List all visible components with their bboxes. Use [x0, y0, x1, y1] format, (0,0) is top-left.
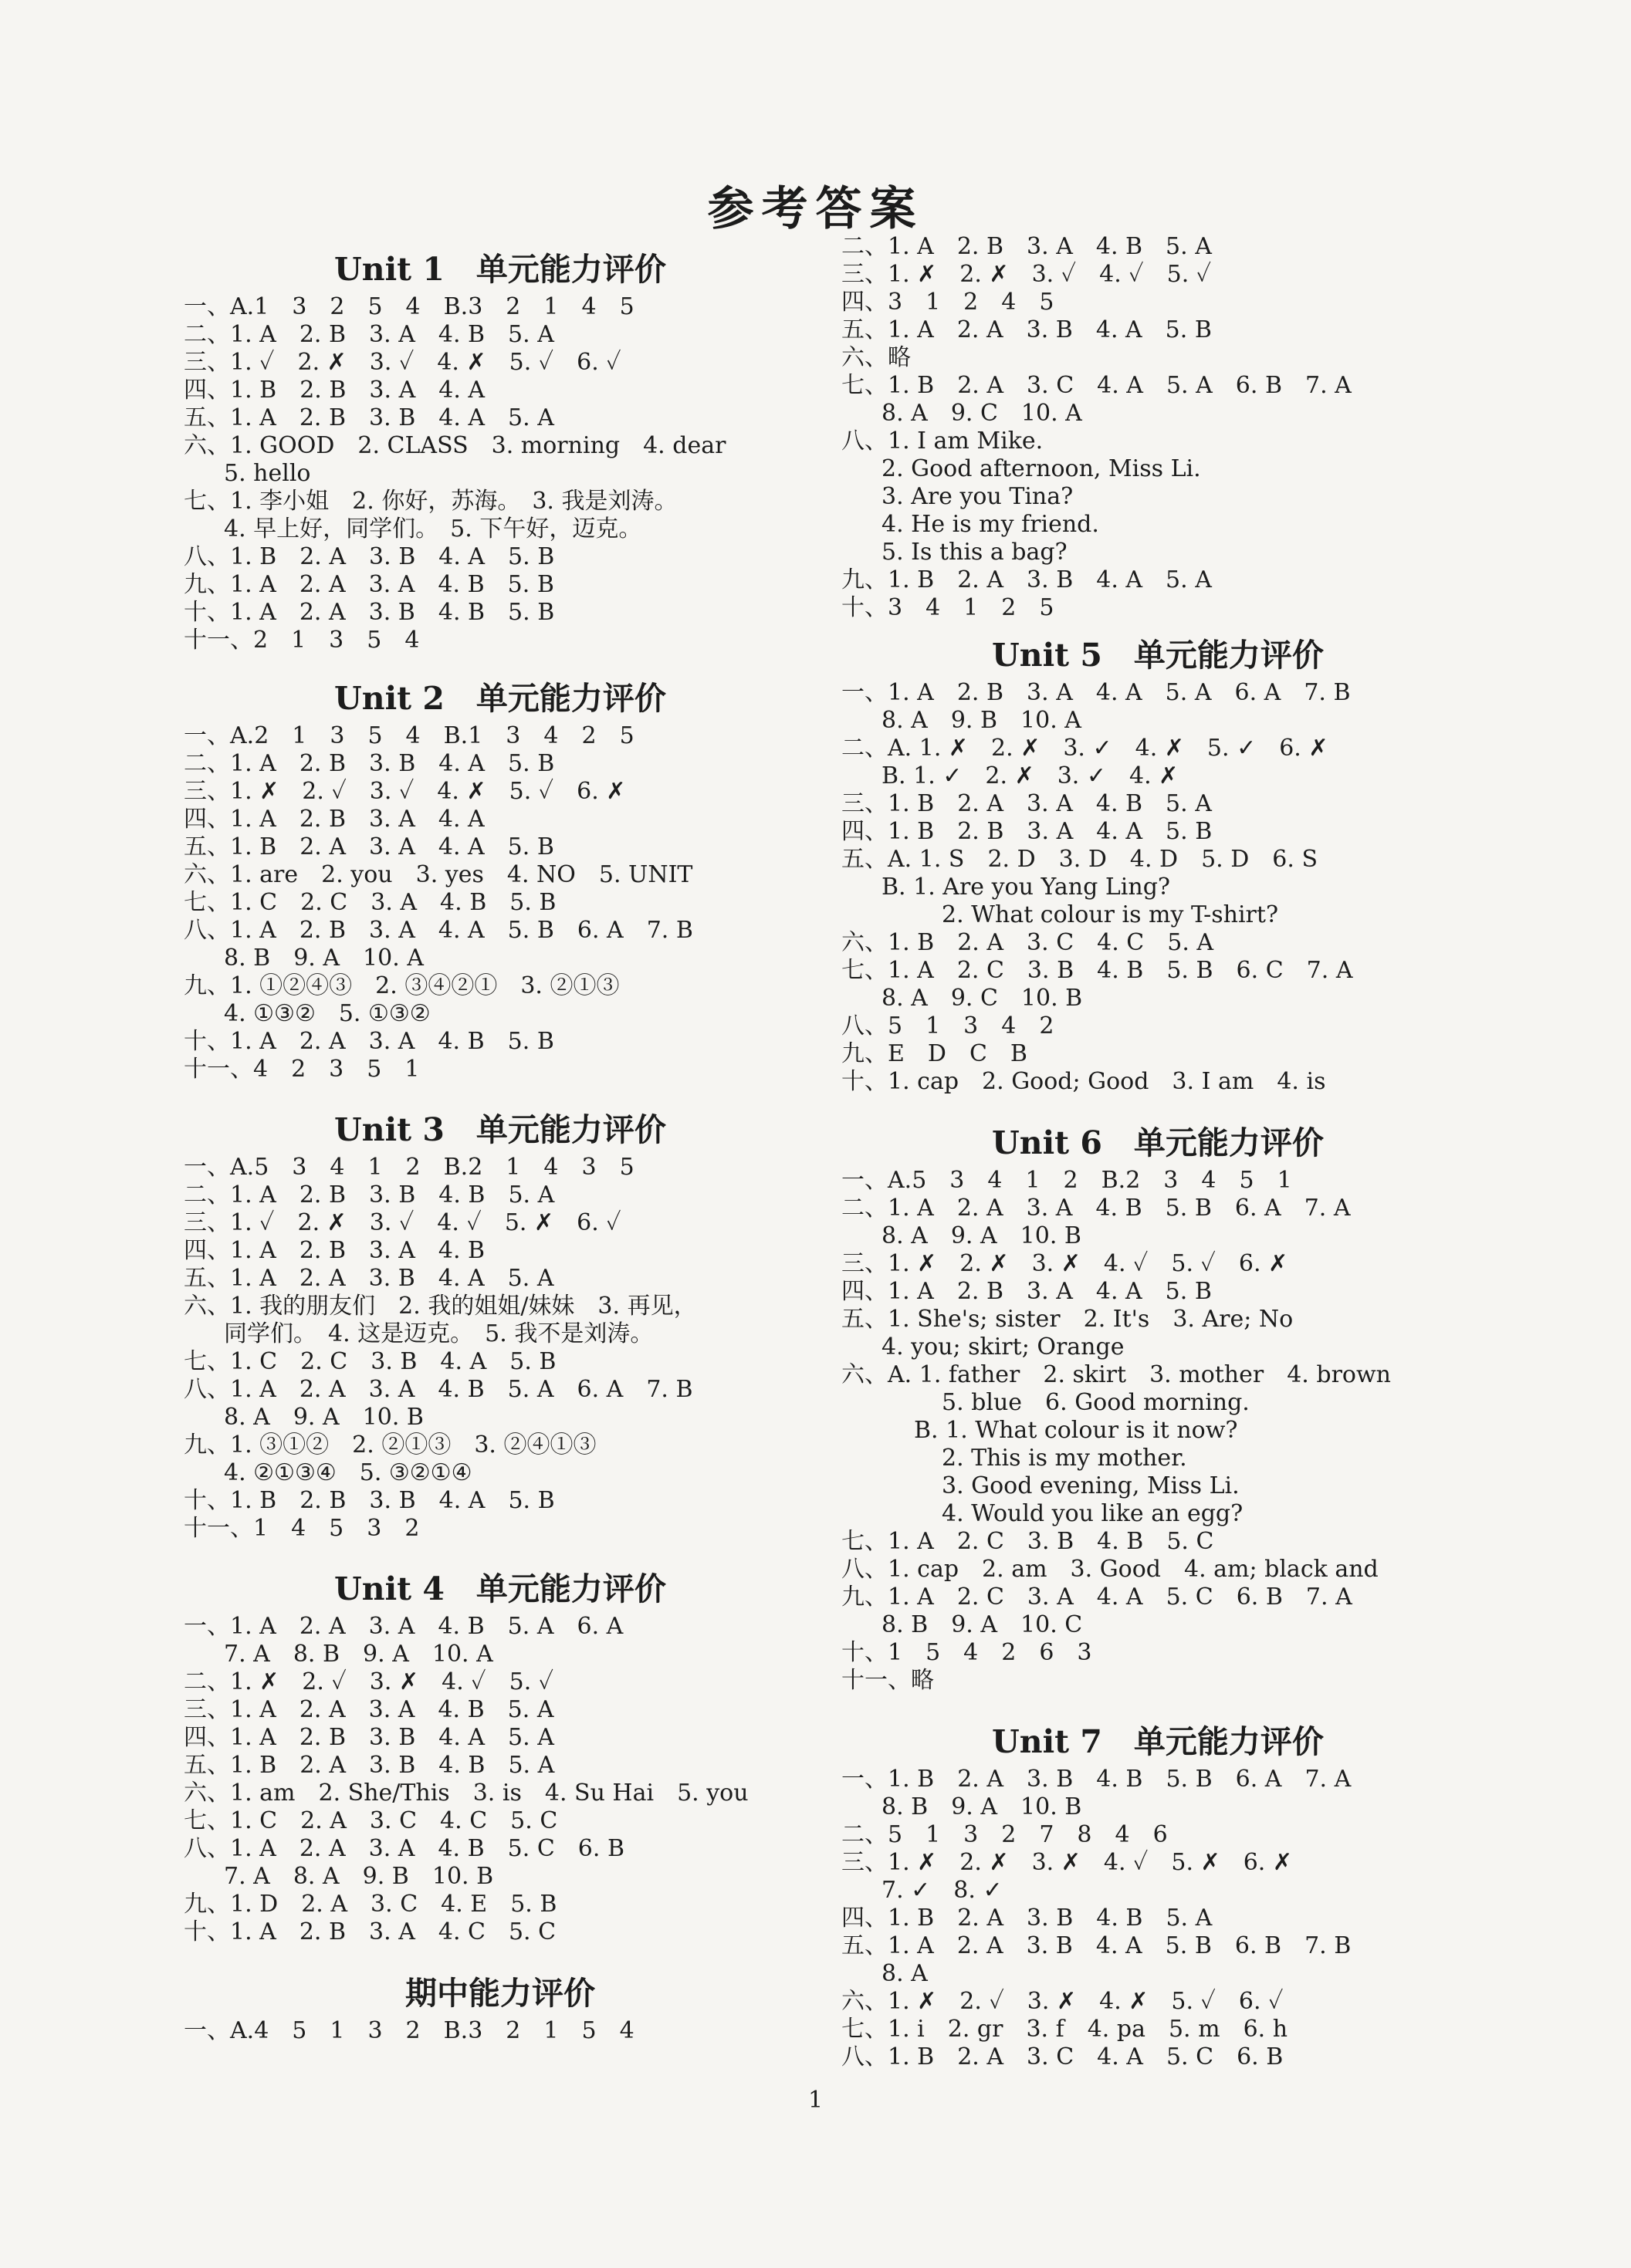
- section-title: Unit 2 单元能力评价: [334, 680, 666, 717]
- answer-line: 四、1. A 2. B 3. A 4. A: [184, 806, 485, 833]
- answer-line: 八、1. A 2. A 3. A 4. B 5. C 6. B: [184, 1835, 624, 1862]
- answer-line: 二、1. A 2. B 3. B 4. A 5. B: [184, 750, 555, 777]
- answer-line: 十、1. A 2. B 3. A 4. C 5. C: [184, 1918, 557, 1945]
- answer-line: 六、1. 我的朋友们 2. 我的姐姐/妹妹 3. 再见，: [184, 1293, 697, 1320]
- answer-line: B. 1. Are you Yang Ling?: [881, 874, 1170, 901]
- answer-line: 8. A 9. A 10. B: [224, 1404, 424, 1431]
- section-unit-7: [841, 1718, 1474, 2071]
- answer-line: 二、1. A 2. A 3. A 4. B 5. B 6. A 7. A: [841, 1195, 1351, 1222]
- section-title: Unit 1 单元能力评价: [334, 251, 666, 288]
- answer-line: 二、1. A 2. B 3. A 4. B 5. A: [841, 233, 1212, 260]
- answer-line: 二、1. A 2. B 3. A 4. B 5. A: [184, 321, 554, 348]
- section-unit-1: [184, 245, 817, 654]
- answer-line: 2. This is my mother.: [942, 1445, 1187, 1472]
- answer-line: 六、1. B 2. A 3. C 4. C 5. A: [841, 929, 1214, 956]
- answer-line: 九、1. B 2. A 3. B 4. A 5. A: [841, 566, 1212, 593]
- answer-line: 六、1. ✗ 2. ✓ 3. ✗ 4. ✗ 5. ✓ 6. ✓: [841, 1988, 1284, 2015]
- page-number: 1: [807, 2087, 824, 2114]
- answer-line: 8. A: [881, 1960, 928, 1987]
- answer-line: 一、A.5 3 4 1 2 B.2 1 4 3 5: [184, 1154, 634, 1181]
- answer-line: 五、1. A 2. A 3. B 4. A 5. B 6. B 7. B: [841, 1932, 1352, 1959]
- answer-line: 七、1. i 2. gr 3. f 4. pa 5. m 6. h: [841, 2016, 1288, 2043]
- page-title: 参考答案: [707, 182, 924, 236]
- answer-line: 2. What colour is my T-shirt?: [942, 901, 1279, 928]
- answer-line: 3. Good evening, Miss Li.: [942, 1472, 1240, 1499]
- answer-line: 8. A 9. A 10. B: [881, 1222, 1081, 1249]
- answer-line: 九、1. D 2. A 3. C 4. E 5. B: [184, 1891, 557, 1918]
- answer-line: 五、1. A 2. A 3. B 4. A 5. B: [841, 316, 1212, 343]
- answer-line: 三、1. ✗ 2. ✗ 3. ✗ 4. ✓ 5. ✗ 6. ✗: [841, 1849, 1292, 1876]
- section-title: 期中能力评价: [405, 1975, 595, 2012]
- answer-line: 5. blue 6. Good morning.: [942, 1389, 1250, 1416]
- section-title: Unit 4 单元能力评价: [334, 1570, 666, 1607]
- answer-line: 四、1. A 2. B 3. A 4. B: [184, 1237, 486, 1264]
- answer-line: 二、5 1 3 2 7 8 4 6: [841, 1821, 1168, 1848]
- answer-line: 六、1. are 2. you 3. yes 4. NO 5. UNIT: [184, 861, 693, 888]
- answer-line: 八、5 1 3 4 2: [841, 1012, 1054, 1039]
- section-midterm: [184, 1969, 817, 2045]
- answer-line: 五、1. She's; sister 2. It's 3. Are; No: [841, 1306, 1294, 1333]
- answer-line: 8. B 9. A 10. C: [881, 1611, 1083, 1638]
- answer-line: 一、1. A 2. B 3. A 4. A 5. A 6. A 7. B: [841, 679, 1351, 706]
- answer-line: 三、1. ✓ 2. ✗ 3. ✓ 4. ✓ 5. ✗ 6. ✓: [184, 1209, 621, 1236]
- answer-line: 一、A.4 5 1 3 2 B.3 2 1 5 4: [184, 2017, 634, 2044]
- answer-line: 四、1. B 2. B 3. A 4. A: [184, 377, 486, 404]
- answer-line: 同学们。 4. 这是迈克。 5. 我不是刘涛。: [224, 1320, 654, 1347]
- answer-line: 十一、2 1 3 5 4: [184, 627, 420, 654]
- answer-line: 一、1. A 2. A 3. A 4. B 5. A 6. A: [184, 1613, 624, 1640]
- answer-line: 十、1 5 4 2 6 3: [841, 1639, 1092, 1666]
- answer-line: 四、1. A 2. B 3. A 4. A 5. B: [841, 1278, 1212, 1305]
- answer-line: 三、1. A 2. A 3. A 4. B 5. A: [184, 1696, 554, 1723]
- answer-line: 十、1. A 2. A 3. A 4. B 5. B: [184, 1028, 554, 1055]
- answer-line: 十一、1 4 5 3 2: [184, 1515, 420, 1542]
- answer-line: 七、1. C 2. C 3. B 4. A 5. B: [184, 1348, 557, 1375]
- answer-line: 4. Would you like an egg?: [942, 1500, 1244, 1527]
- answer-line: 十、1. cap 2. Good; Good 3. I am 4. is: [841, 1068, 1326, 1095]
- section-unit-5: [841, 631, 1474, 1096]
- answer-line: 5. hello: [224, 460, 311, 487]
- answer-line: 七、1. B 2. A 3. C 4. A 5. A 6. B 7. A: [841, 372, 1352, 399]
- answer-line: 8. B 9. A 10. B: [881, 1793, 1082, 1820]
- answer-line: 8. B 9. A 10. A: [224, 945, 424, 972]
- section-title: Unit 5 单元能力评价: [992, 637, 1324, 674]
- answer-line: 五、1. A 2. B 3. B 4. A 5. A: [184, 404, 554, 431]
- answer-line: 7. A 8. A 9. B 10. B: [224, 1863, 494, 1890]
- answer-line: 四、1. B 2. A 3. B 4. B 5. A: [841, 1905, 1213, 1932]
- answer-line: 八、1. B 2. A 3. C 4. A 5. C 6. B: [841, 2043, 1284, 2070]
- answer-line: 九、1. A 2. A 3. A 4. B 5. B: [184, 571, 554, 598]
- section-unit-6: [841, 1119, 1474, 1695]
- answer-line: 十一、略: [841, 1667, 934, 1694]
- answer-line: 二、1. ✗ 2. ✓ 3. ✗ 4. ✓ 5. ✓: [184, 1668, 554, 1695]
- answer-line: 九、1. A 2. C 3. A 4. A 5. C 6. B 7. A: [841, 1584, 1352, 1611]
- answer-line: 十、1. B 2. B 3. B 4. A 5. B: [184, 1487, 555, 1514]
- answer-line: 二、1. A 2. B 3. B 4. B 5. A: [184, 1181, 555, 1208]
- answer-line: 八、1. I am Mike.: [841, 428, 1044, 455]
- answer-line: 二、A. 1. ✗ 2. ✗ 3. ✓ 4. ✗ 5. ✓ 6. ✗: [841, 735, 1328, 762]
- answer-line: 六、1. GOOD 2. CLASS 3. morning 4. dear: [184, 432, 726, 459]
- answer-line: 七、1. 李小姐 2. 你好，苏海。 3. 我是刘涛。: [184, 488, 678, 515]
- answer-line: 5. Is this a bag?: [881, 539, 1068, 566]
- answer-line: 4. ①③② 5. ①③②: [224, 1000, 431, 1027]
- answer-line: 三、1. ✗ 2. ✗ 3. ✗ 4. ✓ 5. ✓ 6. ✗: [841, 1250, 1288, 1277]
- answer-line: 一、A.2 1 3 5 4 B.1 3 4 2 5: [184, 722, 634, 749]
- section-unit-2: [184, 674, 817, 1083]
- answer-line: 三、1. ✗ 2. ✓ 3. ✓ 4. ✗ 5. ✓ 6. ✗: [184, 778, 626, 805]
- answer-line: 八、1. cap 2. am 3. Good 4. am; black and: [841, 1556, 1379, 1583]
- answer-line: 7. A 8. B 9. A 10. A: [224, 1641, 493, 1668]
- section-midterm-continued: [841, 233, 1474, 622]
- answer-line: 八、1. B 2. A 3. B 4. A 5. B: [184, 543, 555, 570]
- section-unit-4: [184, 1565, 817, 1946]
- answer-line: 3. Are you Tina?: [881, 483, 1074, 510]
- answer-line: 六、1. am 2. She/This 3. is 4. Su Hai 5. you: [184, 1780, 749, 1807]
- answer-line: 七、1. A 2. C 3. B 4. B 5. B 6. C 7. A: [841, 957, 1353, 984]
- answer-line: B. 1. What colour is it now?: [914, 1417, 1238, 1444]
- answer-line: 六、A. 1. father 2. skirt 3. mother 4. brown: [841, 1361, 1391, 1388]
- answer-line: 六、略: [841, 344, 911, 371]
- answer-line: 九、1. ③①② 2. ②①③ 3. ②④①③: [184, 1431, 597, 1458]
- answer-line: 8. A 9. C 10. B: [881, 985, 1083, 1012]
- answer-line: 4. you; skirt; Orange: [881, 1333, 1125, 1360]
- answer-line: 九、E D C B: [841, 1040, 1027, 1067]
- answer-line: 8. A 9. B 10. A: [881, 707, 1081, 734]
- answer-line: 五、A. 1. S 2. D 3. D 4. D 5. D 6. S: [841, 846, 1318, 873]
- answer-line: 五、1. A 2. A 3. B 4. A 5. A: [184, 1265, 554, 1292]
- answer-line: 十、3 4 1 2 5: [841, 594, 1054, 621]
- answer-line: 八、1. A 2. A 3. A 4. B 5. A 6. A 7. B: [184, 1376, 693, 1403]
- answer-line: 七、1. C 2. A 3. C 4. C 5. C: [184, 1807, 558, 1834]
- answer-line: 4. ②①③④ 5. ③②①④: [224, 1459, 472, 1486]
- answer-line: 五、1. B 2. A 3. B 4. B 5. A: [184, 1752, 555, 1779]
- section-title: Unit 3 单元能力评价: [334, 1111, 666, 1148]
- answer-line: B. 1. ✓ 2. ✗ 3. ✓ 4. ✗: [881, 762, 1179, 789]
- answer-line: 十一、4 2 3 5 1: [184, 1056, 420, 1083]
- answer-line: 三、1. B 2. A 3. A 4. B 5. A: [841, 790, 1212, 817]
- section-unit-3: [184, 1106, 817, 1543]
- answer-line: 四、1. B 2. B 3. A 4. A 5. B: [841, 818, 1213, 845]
- answer-line: 四、1. A 2. B 3. B 4. A 5. A: [184, 1724, 554, 1751]
- answer-line: 三、1. ✗ 2. ✗ 3. ✓ 4. ✓ 5. ✓: [841, 261, 1212, 288]
- answer-line: 4. He is my friend.: [881, 511, 1099, 538]
- answer-line: 8. A 9. C 10. A: [881, 400, 1082, 427]
- section-title: Unit 6 单元能力评价: [992, 1124, 1324, 1161]
- answer-line: 八、1. A 2. B 3. A 4. A 5. B 6. A 7. B: [184, 917, 693, 944]
- answer-line: 4. 早上好，同学们。 5. 下午好，迈克。: [224, 515, 642, 542]
- answer-line: 三、1. ✓ 2. ✗ 3. ✓ 4. ✗ 5. ✓ 6. ✓: [184, 349, 621, 376]
- answer-line: 四、3 1 2 4 5: [841, 289, 1054, 316]
- answer-line: 2. Good afternoon, Miss Li.: [881, 455, 1201, 482]
- answer-line: 九、1. ①②④③ 2. ③④②① 3. ②①③: [184, 972, 620, 999]
- answer-line: 七、1. A 2. C 3. B 4. B 5. C: [841, 1528, 1214, 1555]
- answer-line: 一、A.5 3 4 1 2 B.2 3 4 5 1: [841, 1167, 1292, 1194]
- answer-line: 十、1. A 2. A 3. B 4. B 5. B: [184, 599, 555, 626]
- answer-line: 7. ✓ 8. ✓: [881, 1877, 1003, 1904]
- answer-line: 七、1. C 2. C 3. A 4. B 5. B: [184, 889, 557, 916]
- answer-line: 一、1. B 2. A 3. B 4. B 5. B 6. A 7. A: [841, 1766, 1352, 1793]
- answer-line: 一、A.1 3 2 5 4 B.3 2 1 4 5: [184, 293, 634, 320]
- section-title: Unit 7 单元能力评价: [992, 1723, 1324, 1760]
- answer-line: 五、1. B 2. A 3. A 4. A 5. B: [184, 833, 554, 860]
